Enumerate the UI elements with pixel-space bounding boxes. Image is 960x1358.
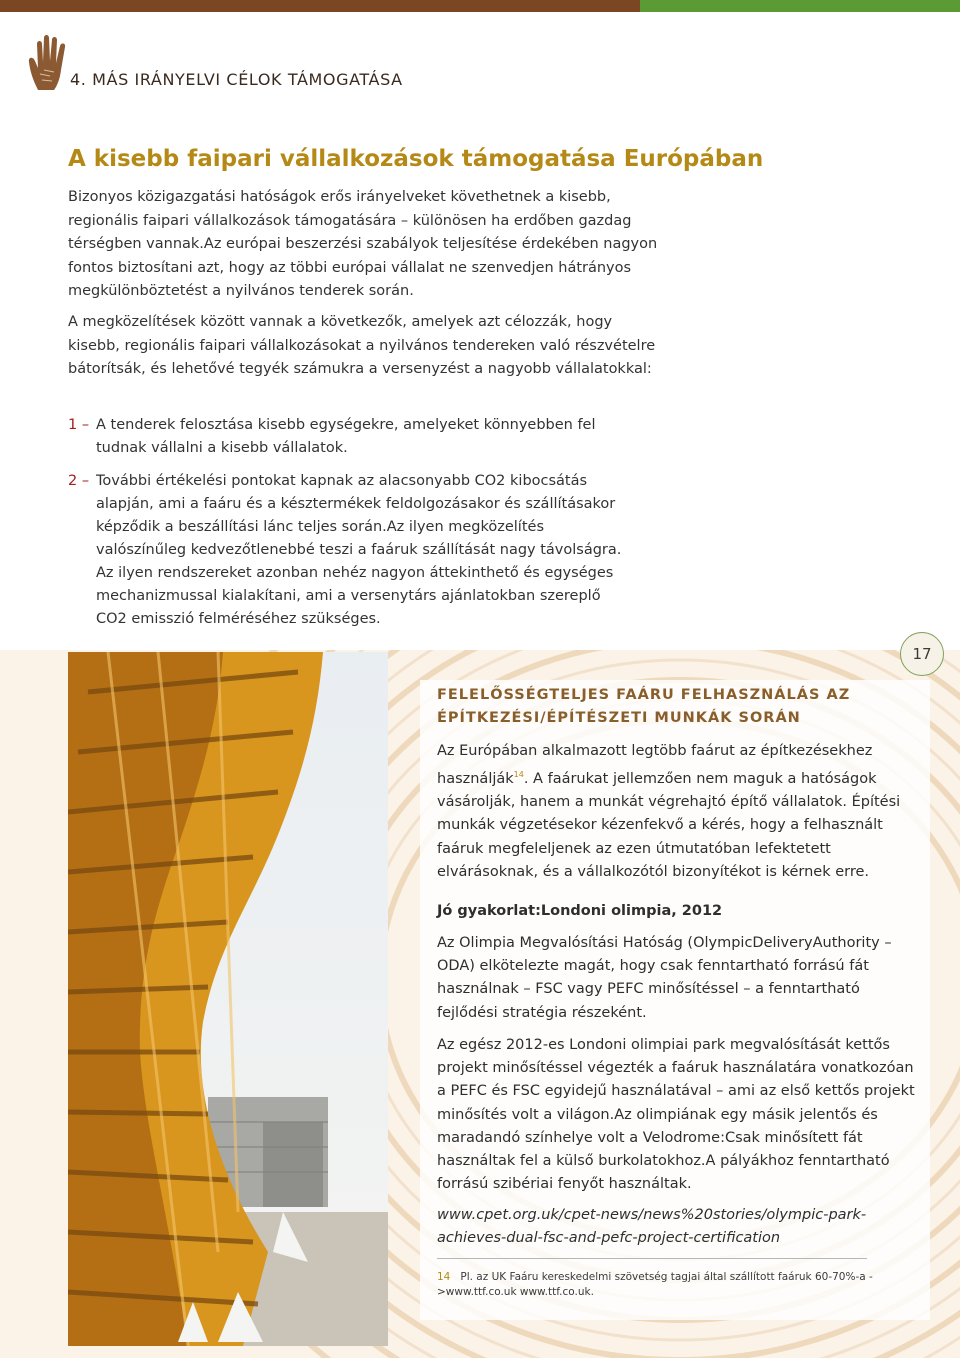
page-number-badge: 17: [900, 632, 944, 676]
paragraph-text: . A faárukat jellemzően nem maguk a hatóságok vásárolják, hanem a munkát végrehajtó építő vállalatok. Építési munkák végzetésekor kézenfekvő a kérés, hogy a felhasznált faáruk megfeleljenek az ezen útmutatóban lefektetett elvárásoknak, és a vállalkozótól bizonyítékot is kérnek erre.: [437, 771, 901, 880]
olympic-park-paragraph: Az egész 2012-es Londoni olimpiai park megvalósítását kettős projekt minősítéssel végezték a faáruk használatára vonatkozóan a PEFC és FSC egyidejű használatával – ami az első kettős projekt minősítés volt a világon.Az olimpiának egy másik jelentős és maradandó színhelye volt a Velodrome:Csak minősített fát használtak fel a külső burkolatokhoz.A pályákhoz fenntartható forrású szibériai fenyőt használtak.: [437, 1037, 915, 1193]
footnote-number: 14: [437, 1271, 451, 1283]
list-item-text: A tenderek felosztása kisebb egységekre, amelyeket könnyebben fel tudnak vállalni a kisebb vállalatok.: [96, 417, 596, 456]
good-practice-heading: Jó gyakorlat:Londoni olimpia, 2012: [437, 903, 723, 919]
wooden-pavilion-photo: [68, 652, 388, 1346]
section-subheading: FELELŐSSÉGTELJES FAÁRU FELHASZNÁLÁS AZ ÉPÍTKEZÉSI/ÉPÍTÉSZETI MUNKÁK SORÁN: [437, 687, 851, 726]
source-link[interactable]: www.cpet.org.uk/cpet-news/news%20stories/olympic-park-achieves-dual-fsc-and-pefc-project-certification: [437, 1207, 867, 1247]
footnote-divider: [437, 1258, 867, 1259]
paragraph-text: Az Európában alkalmazott legtöbb faárut az építkezésekhez használják: [437, 743, 873, 788]
construction-paragraph: [437, 740, 915, 884]
list-item: [68, 470, 628, 631]
footnote-reference[interactable]: 14: [513, 770, 524, 780]
oda-paragraph: Az Olimpia Megvalósítási Hatóság (OlympicDeliveryAuthority – ODA) elkötelezte magát, hogy csak fenntartható forrású fát használnak – FSC vagy PEFC minősítéssel – a fenntartható fejlődési stratégia részeként.: [437, 935, 892, 1021]
top-color-bar-brown: [0, 0, 640, 12]
section-label: 4. MÁS IRÁNYELVI CÉLOK TÁMOGATÁSA: [70, 70, 403, 89]
list-item-text: További értékelési pontokat kapnak az alacsonyabb CO2 kibocsátás alapján, ami a faáru és a késztermékek feldolgozásakor és szállításakor képződik a beszállítási lánc teljes során.Az ilyen megközelítés valószínűleg kedvezőtlenebbé teszi a faáruk szállítását nagy távolságra. Az ilyen rendszereket azonban nehéz nagyon áttekinthető és egységes mechanizmussal kialakítani, ami a versenytárs ajánlatokban szereplő CO2 emisszió felméréséhez szükséges.: [96, 473, 622, 627]
list-item: [68, 414, 628, 460]
intro-paragraph-1: Bizonyos közigazgatási hatóságok erős irányelveket követhetnek a kisebb, regionális faipari vállalkozások támogatására – különösen ha erdőben gazdag térségben vannak.Az európai beszerzési szabályok teljesítése érdekében nagyon fontos biztosítani azt, hogy az többi európai vállalat ne szenvedjen hátrányos megkülönböztetést a nyilvános tenderek során.: [68, 189, 658, 299]
intro-paragraph-2: A megközelítések között vannak a következők, amelyek azt célozzák, hogy kisebb, regionális faipari vállalkozásokat a nyilvános tendereken való részvételre bátorítsák, és lehetővé tegyék számukra a versenyzést a nagyobb vállalatokkal:: [68, 314, 656, 377]
page-title: A kisebb faipari vállalkozások támogatása Európában: [68, 146, 764, 172]
footnote: [437, 1270, 897, 1300]
list-marker: 1 –: [68, 417, 90, 433]
list-marker: 2 –: [68, 473, 90, 489]
footnote-text: Pl. az UK Faáru kereskedelmi szövetség tagjai által szállított faáruk 60-70%-a ->www.ttf.co.uk www.ttf.co.uk.: [437, 1271, 873, 1298]
top-color-bar-green: [640, 0, 960, 12]
